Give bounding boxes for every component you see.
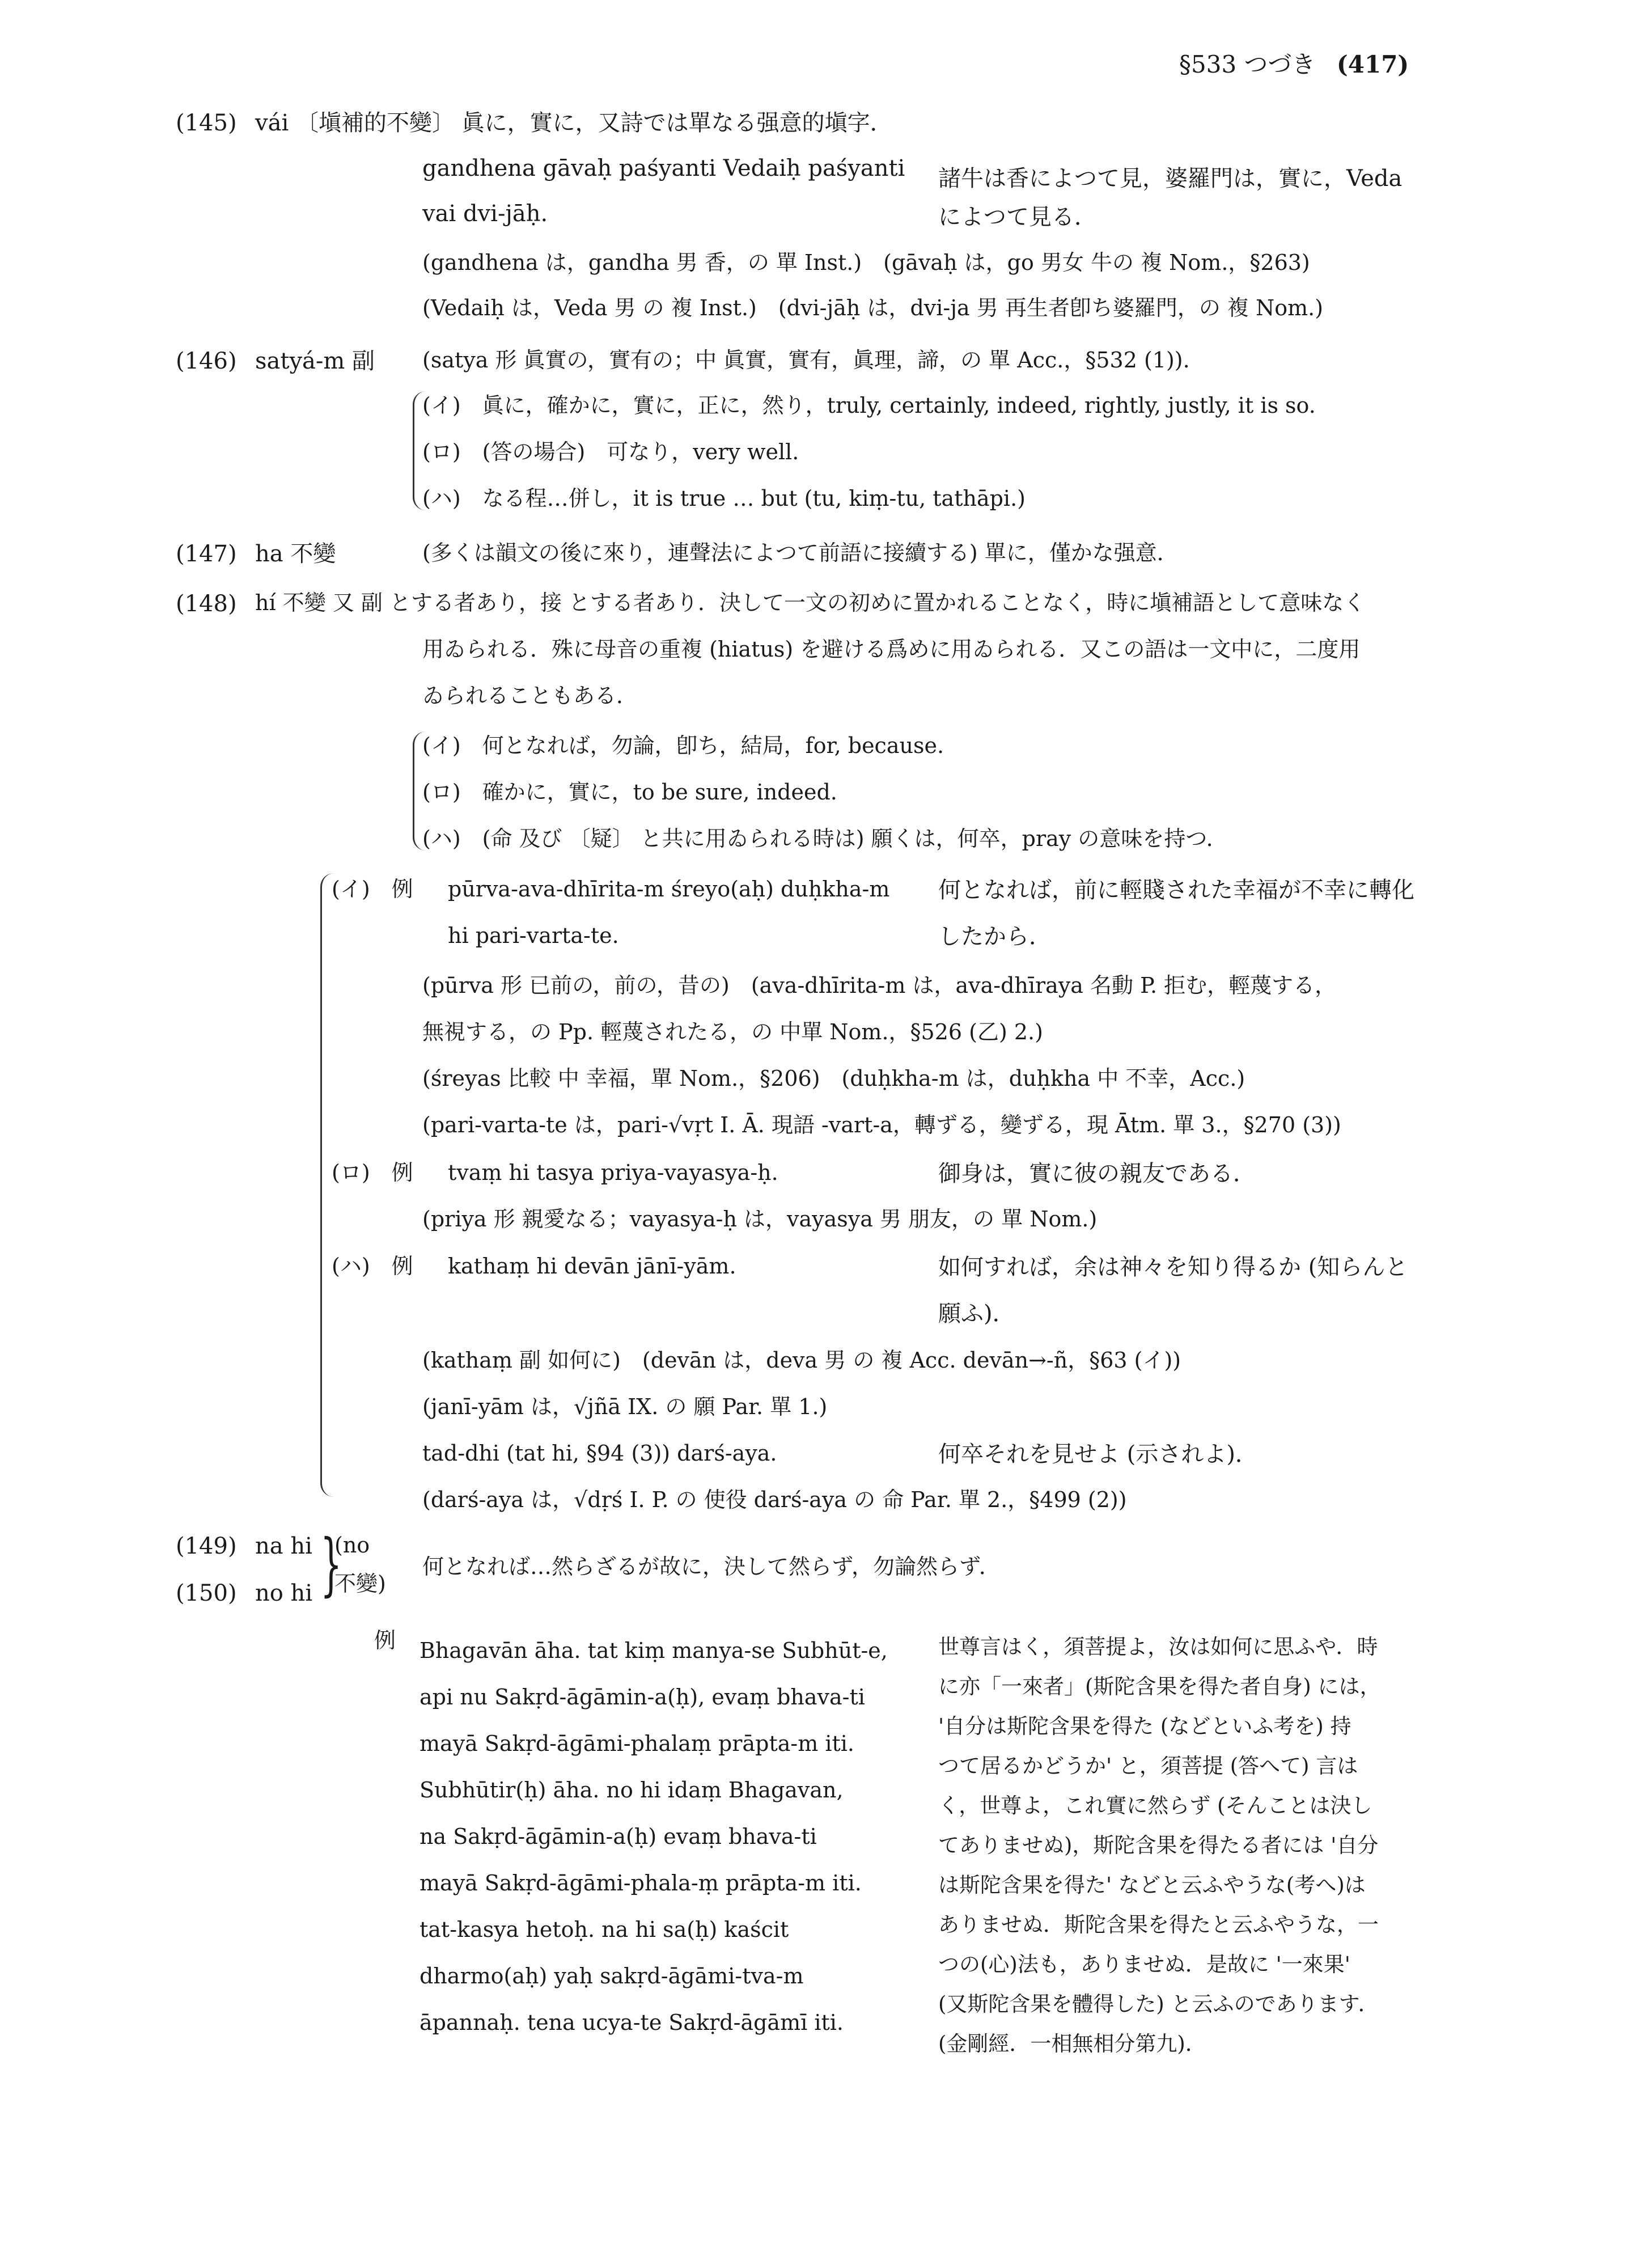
example-line: dharmo(aḥ) yaḥ sakṛd-āgāmi-tva-m [420, 1964, 804, 1988]
translation-line: '自分は斯陀含果を得た (などといふ考を) 持 [938, 1714, 1351, 1738]
translation-line: (又斯陀含果を體得した) と云ふのであります． [938, 1992, 1379, 2016]
entry-146-number: (146) [176, 348, 237, 374]
translation-line: (金剛經．一相無相分第九)． [938, 2032, 1206, 2056]
entries-149-150-tag1: (no [334, 1533, 370, 1558]
entry-145-note1: (gandhena は，gandha 男 香，の 單 Inst.) (gāvaḥ は，go 男女 牛の 複 Nom.，§263) [422, 250, 1310, 275]
entry-145-translation-line2: によつて見る． [938, 204, 1097, 230]
example-line: Subhūtir(ḥ) āha. no hi idaṃ Bhagavan, [420, 1778, 844, 1802]
translation-line: に亦「一來者」(斯陀含果を得た者自身) には， [938, 1674, 1381, 1699]
example-i-note4: (pari-varta-te は，pari-√vṛt I. Ā. 現語 -vart-a，轉ずる，變ずる，現 Ātm. 單 3.，§270 (3)) [422, 1112, 1341, 1137]
example-line: mayā Sakṛd-āgāmi-phalaṃ prāpta-m iti. [420, 1731, 854, 1756]
entry-148-sense-ha: (ハ) (命 及び 〔疑〕 と共に用ゐられる時は) 願くは，何卒，pray の意味を持つ． [422, 826, 1228, 851]
entry-145-headword: vái 〔塡補的不變〕 眞に，實に，又詩では單なる强意的塡字． [255, 110, 893, 136]
example-i-line2: hi pari-varta-te. [448, 923, 619, 948]
entry-150-headword: no hi [255, 1580, 313, 1606]
example-ha-note2: (janī-yām は，√jñā IX. の 願 Par. 單 1.) [422, 1394, 828, 1419]
page-header [1179, 50, 1409, 80]
translation-line: つの(心)法も，ありませぬ．是故に '一來果' [938, 1952, 1350, 1977]
example-ha-note3: (darś-aya は，√dṛś I. P. の 使役 darś-aya の 命 Par. 單 2.，§499 (2)) [422, 1487, 1127, 1512]
example-line: āpannaḥ. tena ucya-te Sakṛd-āgāmī iti. [420, 2010, 844, 2035]
example-ha-line2: tad-dhi (tat hi, §94 (3)) darś-aya. [422, 1441, 777, 1466]
example-ro-note1: (priya 形 親愛なる；vayasya-ḥ は，vayasya 男 朋友，の 單 Nom.) [422, 1207, 1098, 1232]
entry-146-sense-i: (イ) 眞に，確かに，實に，正に，然り，truly, certainly, indeed, rightly, justly, it is so. [422, 393, 1316, 418]
translation-line: は斯陀含果を得た' などと云ふやうな(考へ)は [938, 1873, 1366, 1897]
entry-145-number: (145) [176, 110, 237, 136]
example-ha-translation-line1: 如何すれば，余は神々を知り得るか (知らんと [938, 1254, 1408, 1280]
entry-145-example-line2: vai dvi-jāḥ. [422, 201, 548, 227]
entry-148-line2: 用ゐられる．殊に母音の重複 (hiatus) を避ける爲めに用ゐられる．又この語は一文中に，二度用 [422, 637, 1361, 662]
entry-148-sense-ro: (ロ) 確かに，實に，to be sure, indeed. [422, 780, 837, 805]
example-i-line1: pūrva-ava-dhīrita-m śreyo(aḥ) duḥkha-m [448, 877, 890, 902]
page-number: (417) [1336, 50, 1409, 78]
example-i-translation-line1: 何となれば，前に輕賤された幸福が不幸に轉化 [938, 877, 1414, 903]
example-ro-label: (ロ) 例 [332, 1160, 413, 1185]
entry-148-line3: ゐられることもある． [422, 683, 638, 708]
entry-149-number: (149) [176, 1533, 237, 1559]
entries-149-150-translation-block [938, 1627, 1448, 2064]
example-ha-line1: kathaṃ hi devān jānī-yām. [448, 1254, 736, 1279]
example-i-note1: (pūrva 形 已前の，前の，昔の) (ava-dhīrita-m は，ava-dhīraya 名動 P. 拒む，輕蔑する， [422, 973, 1337, 998]
section-label: §533 つづき [1179, 50, 1316, 78]
entry-146-sense-ha: (ハ) なる程…併し，it is true … but (tu, kiṃ-tu, tathāpi.) [422, 486, 1026, 511]
example-i-note3: (śreyas 比較 中 幸福，單 Nom.，§206) (duḥkha-m は，duḥkha 中 不幸，Acc.) [422, 1066, 1245, 1091]
example-line: tat-kasya hetoḥ. na hi sa(ḥ) kaścit [420, 1917, 789, 1942]
translation-line: つて居るかどうか' と，須菩提 (答へて) 言は [938, 1754, 1358, 1778]
example-ha-translation-line3: 何卒それを見せよ (示されよ)． [938, 1441, 1258, 1467]
entry-149-headword: na hi [255, 1533, 312, 1559]
entry-146-gloss: (satya 形 眞實の，實有の；中 眞實，實有，眞理，諦，の 單 Acc.，§532 (1)). [422, 348, 1190, 373]
entries-149-150-tag2: 不變) [334, 1571, 386, 1596]
entry-148-sense-i: (イ) 何となれば，勿論，卽ち，結局，for, because. [422, 733, 944, 758]
entries-149-150-example-label: 例 [374, 1628, 396, 1653]
example-ro-translation: 御身は，實に彼の親友である． [938, 1161, 1256, 1187]
translation-line: く，世尊よ，これ實に然らず (そんことは決し [938, 1793, 1372, 1818]
example-line: api nu Sakṛd-āgāmin-a(ḥ), evaṃ bhava-ti [420, 1685, 865, 1710]
example-line: Bhagavān āha. tat kiṃ manya-se Subhūt-e, [420, 1638, 888, 1663]
entry-150-number: (150) [176, 1580, 237, 1606]
example-i-label: (イ) 例 [332, 877, 413, 902]
translation-line: 世尊言はく，須菩提よ，汝は如何に思ふや．時 [938, 1635, 1378, 1659]
example-line: mayā Sakṛd-āgāmi-phala-ṃ prāpta-m iti. [420, 1871, 862, 1895]
example-ha-label: (ハ) 例 [332, 1254, 413, 1279]
entry-145-note2: (Vedaiḥ は，Veda 男 の 複 Inst.) (dvi-jāḥ は，dvi-ja 男 再生者卽ち婆羅門，の 複 Nom.) [422, 295, 1324, 320]
entry-148-line1: hí 不變 又 副 とする者あり，接 とする者あり．決して一文の初めに置かれることなく，時に塡補語として意味なく [255, 590, 1366, 615]
translation-line: てありませぬ)，斯陀含果を得たる者には '自分 [938, 1833, 1379, 1857]
entries-149-150-brace: } [320, 1525, 342, 1604]
entries-149-150-example-block [420, 1627, 913, 2046]
entry-145-example-line1: gandhena gāvaḥ paśyanti Vedaiḥ paśyanti [422, 155, 905, 181]
entry-146-sense-ro: (ロ) (答の場合) 可なり，very well. [422, 439, 799, 464]
example-ha-note1: (kathaṃ 副 如何に) (devān は，deva 男 の 複 Acc. devān→-ñ，§63 (イ)) [422, 1348, 1181, 1373]
example-ro-line1: tvaṃ hi tasya priya-vayasya-ḥ. [448, 1160, 778, 1185]
entry-147-gloss: (多くは韻文の後に來り，連聲法によつて前語に接續する) 單に，僅かな强意． [422, 540, 1179, 565]
example-ha-translation-line2: 願ふ)． [938, 1301, 1015, 1327]
entry-145-translation-line1: 諸牛は香によつて見，婆羅門は，實に，Veda [938, 166, 1403, 192]
entries-149-150-gloss: 何となれば…然らざるが故に，決して然らず，勿論然らず． [422, 1554, 1001, 1579]
entry-147-headword: ha 不變 [255, 541, 336, 567]
entry-147-number: (147) [176, 541, 237, 567]
entry-148-number: (148) [176, 591, 237, 617]
translation-line: ありませぬ．斯陀含果を得たと云ふやうな，一 [938, 1912, 1379, 1937]
example-line: na Sakṛd-āgāmin-a(ḥ) evaṃ bhava-ti [420, 1824, 817, 1849]
example-i-note2: 無視する，の Pp. 輕蔑されたる，の 中單 Nom.，§526 (乙) 2.) [422, 1019, 1043, 1044]
entry-146-headword: satyá-m 副 [255, 348, 375, 374]
example-i-translation-line2: したから． [938, 924, 1052, 950]
